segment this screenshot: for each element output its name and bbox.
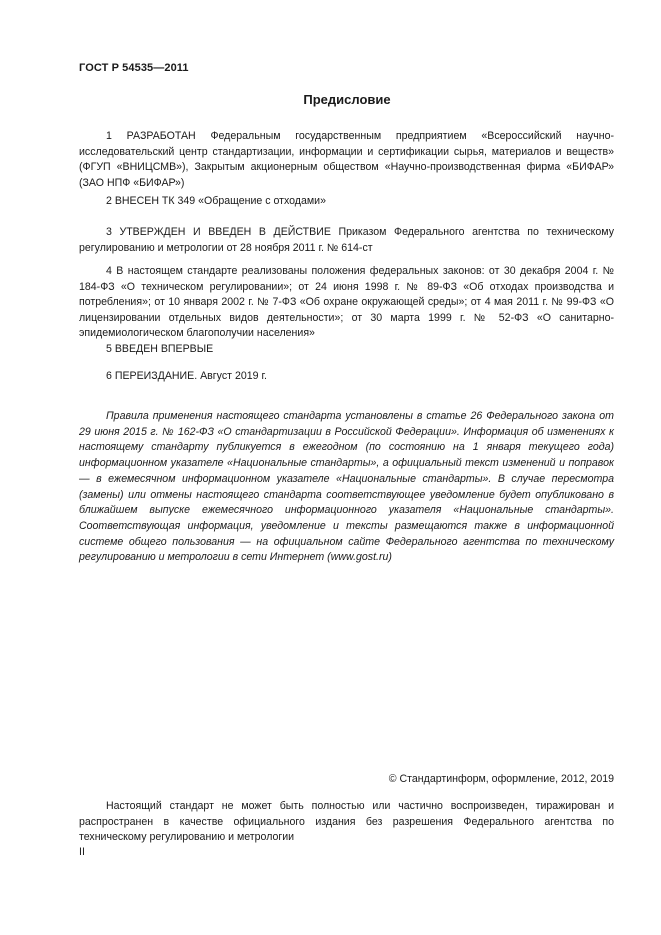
copyright-line: © Стандартинформ, оформление, 2012, 2019 — [388, 773, 614, 785]
paragraph-1 — [79, 129, 614, 191]
standard-application-note — [79, 409, 614, 566]
legal-notice — [79, 799, 614, 846]
page-number: II — [79, 846, 85, 858]
document-code-header: ГОСТ Р 54535—2011 — [79, 62, 189, 74]
legal-notice-text: Настоящий стандарт не может быть полностью или частично воспроизведен, тиражирован и распространен в качестве официального издания без разрешения Федерального агентства по техническому регулированию и метрологии — [79, 800, 614, 844]
paragraph-6 — [79, 369, 614, 385]
paragraph-5 — [79, 342, 614, 358]
paragraph-2 — [79, 194, 614, 210]
paragraph-1-text: 1 РАЗРАБОТАН Федеральным государственным предприятием «Всероссийский научно-исследовательский центр стандартизации, информации и сертификации сырья, материалов и веществ» (ФГУП «ВНИЦСМВ»), Закрытым акционерным обществом «Научно-производственная фирма «БИФАР» (ЗАО НПФ «БИФАР») — [79, 130, 614, 189]
paragraph-2-text: 2 ВНЕСЕН ТК 349 «Обращение с отходами» — [106, 195, 326, 207]
paragraph-3 — [79, 225, 614, 256]
paragraph-4 — [79, 264, 614, 342]
note-text: Правила применения настоящего стандарта установлены в статье 26 Федерального закона от 29 июня 2015 г. № 162-ФЗ «О стандартизации в Российской Федерации». Информация об изменениях к настоящему стандарту публикуется в ежегодном (по состоянию на 1 января текущего года) информационном указателе «Национальные стандарты», а официальный текст изменений и поправок — в ежемесячном информационном указателе «Национальные стандарты». В случае пересмотра (замены) или отмены настоящего стандарта соответствующее уведомление будет опубликовано в ближайшем выпуске ежемесячного информационного указателя «Национальные стандарты». Соответствующая информация, уведомление и тексты размещаются также в информационной системе общего пользования — на официальном сайте Федерального агентства по техническому регулированию и метрологии в сети Интернет (www.gost.ru) — [79, 410, 614, 564]
paragraph-3-text: 3 УТВЕРЖДЕН И ВВЕДЕН В ДЕЙСТВИЕ Приказом Федерального агентства по техническому регулированию и метрологии от 28 ноября 2011 г. № 614-ст — [79, 226, 614, 254]
page-title: Предисловие — [303, 92, 391, 107]
paragraph-4-text: 4 В настоящем стандарте реализованы положения федеральных законов: от 30 декабря 2004 г. № 184-ФЗ «О техническом регулировании»; от 24 июня 1998 г. № 89-ФЗ «Об отходах производства и потребления»; от 10 января 2002 г. № 7-ФЗ «Об охране окружающей среды»; от 4 мая 2011 г. № 99-ФЗ «О лицензировании отдельных видов деятельности»; от 30 марта 1999 г. № 52-ФЗ «О санитарно-эпидемиологическом благополучии населения» — [79, 265, 614, 340]
paragraph-5-text: 5 ВВЕДЕН ВПЕРВЫЕ — [106, 343, 214, 355]
paragraph-6-text: 6 ПЕРЕИЗДАНИЕ. Август 2019 г. — [106, 370, 267, 382]
